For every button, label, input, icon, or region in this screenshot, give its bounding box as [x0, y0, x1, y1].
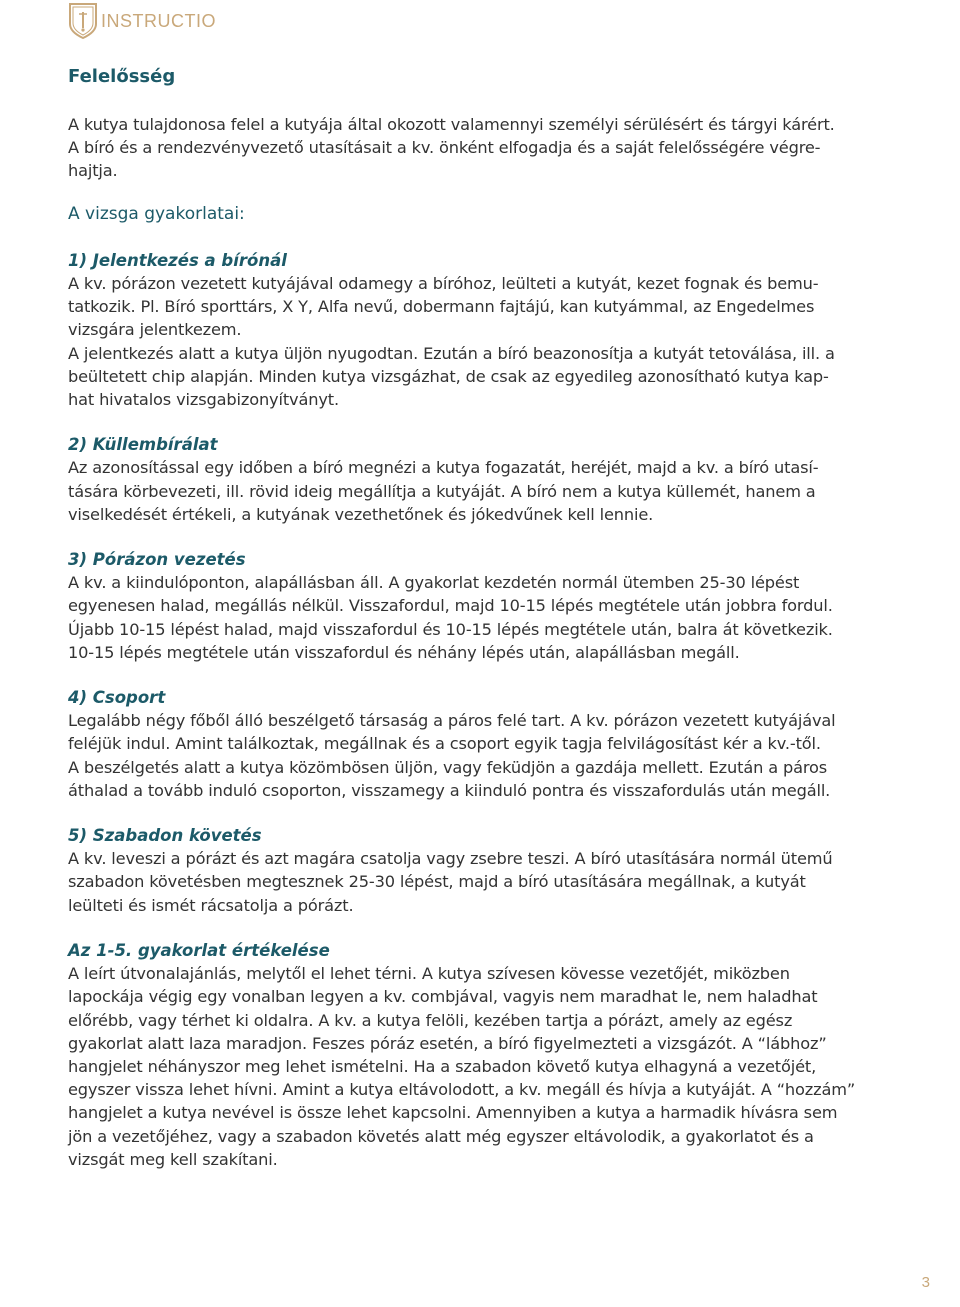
text-line: hangjelet a kutya nevével is össze lehet kapcsolni. Amennyiben a kutya a harmadik hívásra sem [68, 1103, 838, 1123]
text-line: A beszélgetés alatt a kutya közömbösen üljön, vagy feküdjön a gazdája mellett. Ezután a páros [68, 757, 828, 777]
logo [67, 0, 216, 40]
text-line: hajtja. [68, 161, 118, 181]
text-line: szabadon követésben megtesznek 25-30 lépést, majd a bíró utasítására megállnak, a kutyát [68, 872, 806, 892]
exercise-2-text [68, 456, 898, 526]
text-line: vizsgát meg kell szakítani. [68, 1149, 278, 1169]
exercise-1-heading: 1) Jelentkezés a bírónál [68, 250, 287, 270]
text-line: leülteti és ismét rácsatolja a pórázt. [68, 895, 354, 915]
text-line: jön a vezetőjéhez, vagy a szabadon követés alatt még egyszer eltávolodik, a gyakorlatot és a [68, 1126, 814, 1146]
text-line: A kv. leveszi a pórázt és azt magára csatolja vagy zsebre teszi. A bíró utasítására normál ütemű [68, 849, 833, 869]
text-line: egyszer vissza lehet hívni. Amint a kutya eltávolodott, a kv. megáll és hívja a kutyáját. A “hozzám” [68, 1080, 856, 1100]
text-line: tására körbevezeti, ill. rövid ideig megállítja a kutyáját. A bíró nem a kutya küllemét, hanem a [68, 481, 816, 501]
text-line: előrébb, vagy térhet ki oldalra. A kv. a kutya felöli, kezében tartja a pórázt, amely az egész [68, 1010, 793, 1030]
text-line: A jelentkezés alatt a kutya üljön nyugodtan. Ezután a bíró beazonosítja a kutyát tetoválása, ill. a [68, 343, 835, 363]
exercise-5-heading: 5) Szabadon követés [68, 826, 262, 846]
text-line: A leírt útvonalajánlás, melytől el lehet térni. A kutya szívesen kövesse vezetőjét, miközben [68, 964, 790, 984]
text-line: A bíró és a rendezvényvezető utasításait a kv. önként elfogadja és a saját felelősségére végre- [68, 138, 821, 158]
text-line: viselkedését értékeli, a kutyának vezethetőnek és jókedvűnek kell lennie. [68, 504, 654, 524]
text-line: lapockája végig egy vonalban legyen a kv. combjával, vagyis nem maradhat le, nem haladhat [68, 987, 818, 1007]
document-body [68, 63, 898, 1171]
text-line: áthalad a tovább induló csoporton, visszamegy a kiinduló pontra és visszafordulás után megáll. [68, 780, 831, 800]
exercise-2-heading: 2) Küllembírálat [68, 435, 218, 455]
text-line: gyakorlat alatt laza maradjon. Feszes póráz esetén, a bíró figyelmezteti a vizsgázót. A “lábhoz” [68, 1033, 827, 1053]
text-line: hangjelet néhányszor meg lehet ismételni. Ha a szabadon követő kutya elhagyná a vezetőjét, [68, 1056, 817, 1076]
exercise-5-text [68, 847, 898, 917]
exercise-3-heading: 3) Pórázon vezetés [68, 550, 246, 570]
page-number: 3 [921, 1274, 930, 1291]
text-line: Újabb 10-15 lépést halad, majd visszafordul és 10-15 lépés megtétele után, balra át következik. [68, 619, 833, 639]
text-line: Legalább négy főből álló beszélgető társaság a páros felé tart. A kv. pórázon vezetett kutyájával [68, 711, 836, 731]
liability-paragraph [68, 113, 898, 183]
evaluation-text [68, 962, 898, 1171]
exercise-4-text [68, 709, 898, 802]
logo-text: INSTRUCTIO [101, 10, 216, 31]
section-title-exercises: A vizsga gyakorlatai: [68, 203, 245, 224]
text-line: feléjük indul. Amint találkoztak, megállnak és a csoport egyik tagja felvilágosítást kér a kv.-től. [68, 734, 821, 754]
shield-logo-icon [67, 0, 99, 40]
text-line: egyenesen halad, megállás nélkül. Visszafordul, majd 10-15 lépés megtétele után jobbra fordul. [68, 596, 833, 616]
text-line: beültetett chip alapján. Minden kutya vizsgázhat, de csak az egyedileg azonosítható kutya kap- [68, 366, 829, 386]
section-title-felelosseg: Felelősség [68, 66, 176, 87]
text-line: tatkozik. Pl. Bíró sporttárs, X Y, Alfa nevű, dobermann fajtájú, kan kutyámmal, az Engedelmes [68, 297, 815, 317]
text-line: vizsgára jelentkezem. [68, 320, 242, 340]
text-line: 10-15 lépés megtétele után visszafordul és néhány lépés után, alapállásban megáll. [68, 642, 740, 662]
exercise-4-heading: 4) Csoport [68, 688, 166, 708]
text-line: A kutya tulajdonosa felel a kutyája által okozott valamennyi személyi sérülésért és tárgyi kárért. [68, 115, 835, 134]
exercise-3-text [68, 571, 898, 664]
text-line: Az azonosítással egy időben a bíró megnézi a kutya fogazatát, heréjét, majd a kv. a bíró utasí- [68, 458, 819, 478]
evaluation-heading: Az 1-5. gyakorlat értékelése [68, 940, 330, 960]
exercise-1-text [68, 272, 898, 411]
text-line: A kv. a kiindulóponton, alapállásban áll. A gyakorlat kezdetén normál ütemben 25-30 lépést [68, 573, 800, 593]
text-line: hat hivatalos vizsgabizonyítványt. [68, 390, 339, 410]
text-line: A kv. pórázon vezetett kutyájával odamegy a bíróhoz, leülteti a kutyát, kezet fognak és bemu- [68, 274, 819, 294]
